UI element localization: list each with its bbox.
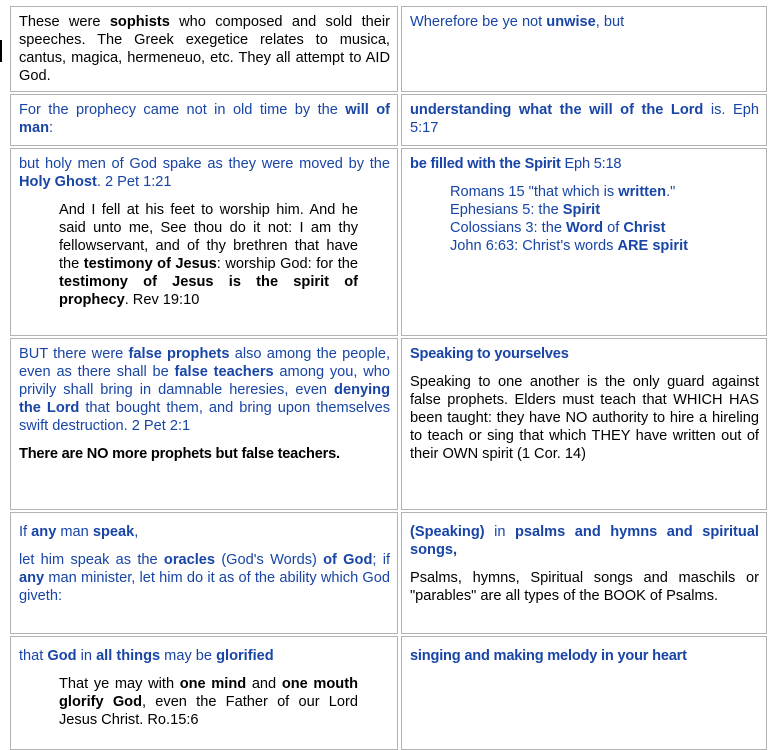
text-run: but holy men of God spake as they were moved by the [19,156,390,172]
row2-right-text [410,101,759,137]
text-run: written [618,184,667,200]
row2-left-text [19,101,390,137]
text-run: Holy Ghost [19,174,97,190]
text-run: (Speaking) [410,524,485,540]
text-run: ARE spirit [617,238,688,254]
text-run: : [49,120,54,136]
row3-right-cell [401,148,767,336]
text-run: in [76,648,97,664]
text-run: also among the people, even as there shall be [19,346,391,380]
text-run: . Rev 19:10 [124,292,200,308]
left-edge-mark [0,40,2,62]
text-run: of [603,220,624,236]
text-run: Word [566,220,604,236]
row6-right-cell [401,636,767,750]
text-run: among you, who privily shall bring in damnable heresies, even [19,364,390,398]
row1-right-text [410,13,759,31]
row4-right-cell [401,338,767,510]
text-run: Colossians 3: the [450,220,567,236]
text-run: ." [666,184,676,200]
text-run: And I fell at his feet to worship him. And he said unto me, See thou do it not: I am thy fellowservant, and of thy brethren that have the [59,202,358,272]
row3-left-quote [59,201,358,309]
text-run: If [19,524,32,540]
text-run: testimony of Jesus [83,256,217,272]
text-run: ; if [372,552,390,568]
text-run: glorified [216,648,274,664]
text-run: oracles [163,552,216,568]
ref-ephesians [450,201,759,219]
text-run: false teachers [174,364,274,380]
text-run: sophists [109,14,170,30]
text-run: any [31,524,57,540]
row3-left-cell [10,148,398,336]
row3-right-refs [450,183,759,255]
row4-right-heading: Speaking to yourselves [410,346,569,362]
text-run: that bought them, and bring upon themselves swift destruction. 2 Pet 2:1 [19,400,391,434]
text-run: , but [595,14,625,30]
row4-right-body: Speaking to one another is the only guard against false prophets. Elders must teach that WHICH HAS been taught: they have NO authority to hire a hireling to teach or sing that which THEY have written out of their OWN spirit (1 Cor. 14) [410,374,759,462]
row2-left-cell [10,94,398,146]
row5-left-cell [10,512,398,634]
row4-left-text [19,345,390,435]
ref-romans [450,183,759,201]
row4-left-note: There are NO more prophets but false teachers. [19,446,340,462]
text-run: Christ [623,220,666,236]
text-run: may be [160,648,217,664]
text-run: , even the Father of our Lord Jesus Christ. Ro.15:6 [59,694,358,728]
text-run: , [134,524,139,540]
row5-right-cell [401,512,767,634]
text-run: God [47,648,77,664]
text-run: For the prophecy came not in old time by the [19,102,346,118]
text-run: let him speak as the [19,552,164,568]
text-run: one mind [179,676,247,692]
text-run: false prophets [128,346,230,362]
ref-john [450,237,759,255]
row5-right-heading [410,523,759,559]
ref-colossians [450,219,759,237]
row6-left-text [19,647,390,665]
row6-left-cell [10,636,398,750]
row2-right-cell [401,94,767,146]
text-run: any [19,570,45,586]
text-run: that [19,648,48,664]
text-run: testimony of Jesus is the spirit of prophecy [59,274,358,308]
text-run: understanding what the will of the Lord [410,102,704,118]
row4-left-cell [10,338,398,510]
text-run: speak [92,524,135,540]
text-run: BUT there were [19,346,129,362]
text-run: These were [19,14,110,30]
text-run: John 6:63: Christ's words [450,238,618,254]
text-run: Wherefore be ye not [410,14,547,30]
text-run: Eph 5:18 [560,156,622,172]
text-run: Spirit [562,202,601,218]
row1-right-cell [401,6,767,92]
row6-left-quote [59,675,358,729]
text-run: be filled with the Spirit [410,156,561,172]
text-run: will of man [19,102,390,136]
text-run: denying the Lord [19,382,390,416]
row6-right-heading: singing and making melody in your heart [410,648,687,664]
row3-right-text [410,155,759,173]
text-run: : worship God: for the [216,256,358,272]
text-run: Romans 15 "that which is [450,184,619,200]
text-run: psalms and hymns and spiritual songs, [410,524,759,558]
row1-left-text [19,13,390,85]
text-run: who composed and sold their speeches. The Greek exegetice relates to musica, cantus, magica, hermeneuo, etc. They all attempt to AID God. [19,14,390,84]
text-run: unwise [546,14,596,30]
text-run: man [56,524,93,540]
text-run: and [246,676,282,692]
text-run: That ye may with [59,676,180,692]
text-run: all things [96,648,161,664]
row5-left-line1 [19,523,390,541]
text-run: man minister, let him do it as of the ability which God giveth: [19,570,390,604]
text-run: is. Eph 5:17 [410,102,759,136]
text-run: in [484,524,515,540]
row5-left-line2 [19,551,390,605]
row5-right-body: Psalms, hymns, Spiritual songs and maschils or "parables" are all types of the BOOK of Psalms. [410,570,759,604]
text-run: one mouth glorify God [59,676,358,710]
text-run: . 2 Pet 1:21 [96,174,172,190]
text-run: Ephesians 5: the [450,202,563,218]
text-run: (God's Words) [215,552,324,568]
row3-left-text [19,155,390,191]
row1-left-cell [10,6,398,92]
text-run: of God [323,552,373,568]
